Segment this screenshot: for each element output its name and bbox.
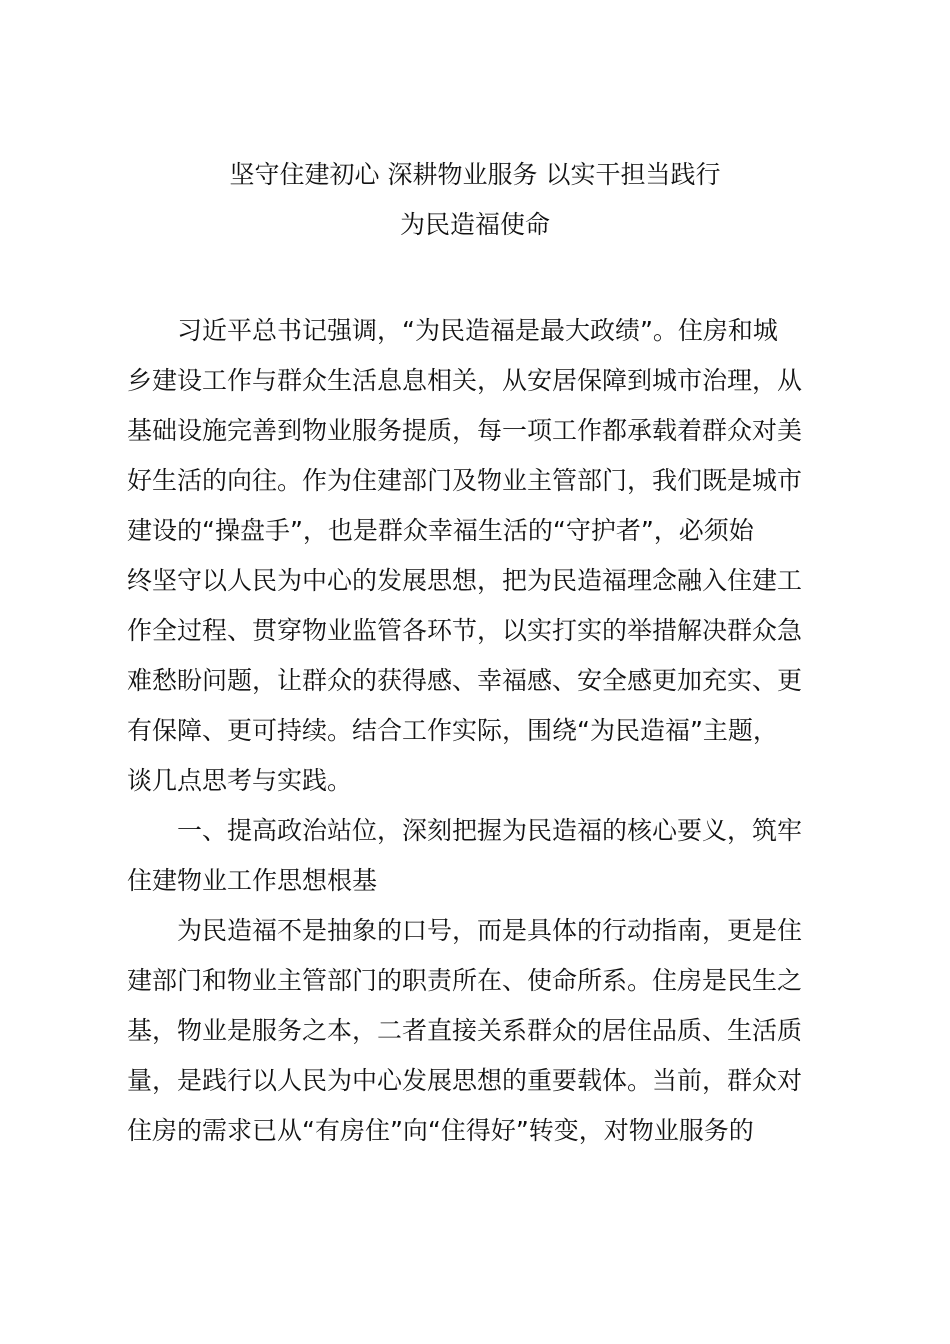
paragraph-line: 作全过程、贯穿物业监管各环节，以实打实的举措解决群众急	[127, 616, 803, 645]
paragraph-line: 难愁盼问题，让群众的获得感、幸福感、安全感更加充实、更	[127, 666, 803, 695]
paragraph-line: 谈几点思考与实践。	[127, 766, 353, 795]
section-heading-line: 一、提高政治站位，深刻把握为民造福的核心要义，筑牢	[177, 816, 803, 845]
paragraph-line: 乡建设工作与群众生活息息相关，从安居保障到城市治理，从	[127, 366, 803, 395]
paragraph-line: 终坚守以人民为中心的发展思想，把为民造福理念融入住建工	[127, 566, 803, 595]
paragraph-line: 有保障、更可持续。结合工作实际，围绕“为民造福”主题，	[127, 716, 778, 745]
paragraph-line: 好生活的向往。作为住建部门及物业主管部门，我们既是城市	[127, 466, 803, 495]
paragraph-line: 建设的“操盘手”，也是群众幸福生活的“守护者”，必须始	[127, 516, 754, 545]
paragraph-line: 习近平总书记强调，“为民造福是最大政绩”。住房和城	[177, 316, 778, 345]
section-heading-line: 住建物业工作思想根基	[127, 866, 378, 895]
paragraph-line: 量，是践行以人民为中心发展思想的重要载体。当前，群众对	[127, 1066, 803, 1095]
title-line: 为民造福使命	[399, 210, 550, 239]
paragraph-line: 住房的需求已从“有房住”向“住得好”转变，对物业服务的	[127, 1116, 754, 1145]
paragraph-line: 基，物业是服务之本，二者直接关系群众的居住品质、生活质	[127, 1016, 803, 1045]
document-title	[110, 150, 840, 250]
paragraph-line: 基础设施完善到物业服务提质，每一项工作都承载着群众对美	[127, 416, 803, 445]
title-line: 坚守住建初心 深耕物业服务 以实干担当践行	[229, 160, 721, 189]
paragraph-line: 为民造福不是抽象的口号，而是具体的行动指南，更是住	[177, 916, 803, 945]
document-body	[127, 306, 837, 1156]
paragraph-line: 建部门和物业主管部门的职责所在、使命所系。住房是民生之	[127, 966, 803, 995]
